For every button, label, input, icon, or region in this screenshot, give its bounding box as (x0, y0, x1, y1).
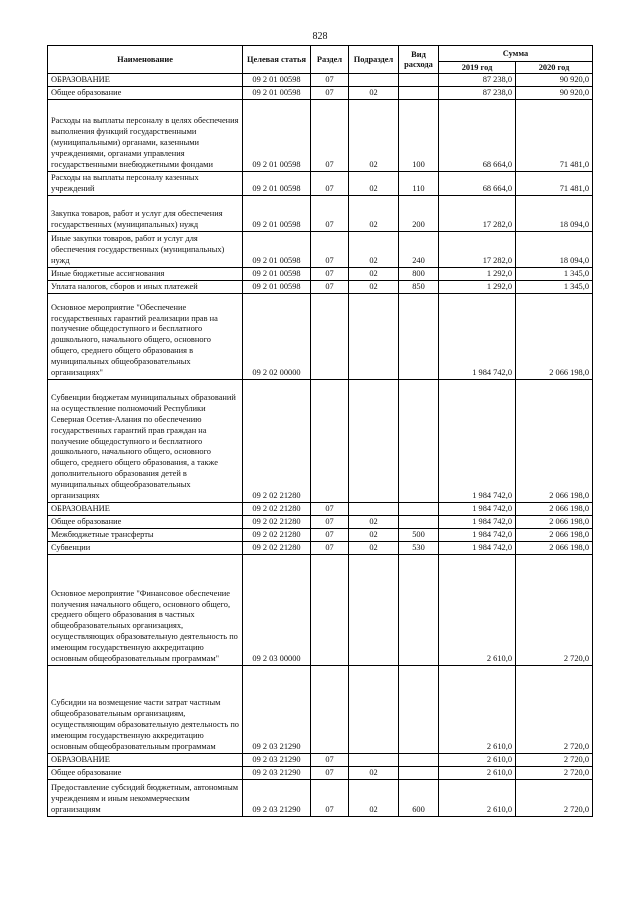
row-name: Иные бюджетные ассигнования (48, 268, 243, 281)
row-target: 09 2 02 21280 (243, 529, 311, 542)
row-subsection (349, 380, 399, 503)
table-row (48, 87, 593, 100)
row-sum-2020: 90 920,0 (516, 74, 593, 87)
row-section: 07 (311, 503, 349, 516)
row-subsection: 02 (349, 232, 399, 268)
row-name: Закупка товаров, работ и услуг для обеспечения государственных (муниципальных) нужд (48, 196, 243, 232)
row-subsection: 02 (349, 196, 399, 232)
row-name: Субвенции бюджетам муниципальных образований на осуществление полномочий Республики Северная Осетия-Алания по обеспечению государственных гарантий прав граждан на получение общедоступного и бесплатного дошкольного, начального общего, основного общего, среднего общего образования, а также дополнительного образования детей в муниципальных общеобразовательных организациях (48, 380, 243, 503)
row-expense-type (399, 503, 439, 516)
row-target: 09 2 01 00598 (243, 268, 311, 281)
row-expense-type (399, 294, 439, 380)
row-sum-2019: 1 984 742,0 (439, 294, 516, 380)
row-target: 09 2 01 00598 (243, 232, 311, 268)
row-section: 07 (311, 767, 349, 780)
row-subsection: 02 (349, 281, 399, 294)
row-sum-2019: 1 984 742,0 (439, 542, 516, 555)
row-sum-2019: 1 292,0 (439, 268, 516, 281)
table-row (48, 555, 593, 666)
row-target: 09 2 02 21280 (243, 503, 311, 516)
row-subsection: 02 (349, 268, 399, 281)
row-section: 07 (311, 516, 349, 529)
row-target: 09 2 03 21290 (243, 754, 311, 767)
row-sum-2019: 1 984 742,0 (439, 503, 516, 516)
row-section: 07 (311, 754, 349, 767)
row-sum-2019: 1 984 742,0 (439, 516, 516, 529)
row-sum-2019: 87 238,0 (439, 74, 516, 87)
table-row (48, 294, 593, 380)
row-expense-type (399, 666, 439, 754)
row-name: Общее образование (48, 767, 243, 780)
row-sum-2020: 2 066 198,0 (516, 294, 593, 380)
row-expense-type: 850 (399, 281, 439, 294)
row-target: 09 2 01 00598 (243, 172, 311, 196)
row-sum-2020: 1 345,0 (516, 281, 593, 294)
row-sum-2020: 1 345,0 (516, 268, 593, 281)
row-expense-type: 530 (399, 542, 439, 555)
row-name: ОБРАЗОВАНИЕ (48, 754, 243, 767)
row-section: 07 (311, 100, 349, 172)
row-section (311, 294, 349, 380)
row-section: 07 (311, 542, 349, 555)
row-sum-2019: 2 610,0 (439, 666, 516, 754)
row-expense-type: 800 (399, 268, 439, 281)
row-subsection: 02 (349, 767, 399, 780)
row-expense-type (399, 74, 439, 87)
table-row (48, 767, 593, 780)
row-section: 07 (311, 74, 349, 87)
table-row (48, 503, 593, 516)
row-subsection: 02 (349, 780, 399, 817)
row-target: 09 2 02 21280 (243, 542, 311, 555)
row-sum-2020: 2 066 198,0 (516, 529, 593, 542)
row-sum-2019: 17 282,0 (439, 196, 516, 232)
row-expense-type (399, 555, 439, 666)
row-section: 07 (311, 196, 349, 232)
row-sum-2019: 68 664,0 (439, 172, 516, 196)
row-sum-2019: 2 610,0 (439, 767, 516, 780)
row-expense-type (399, 87, 439, 100)
row-expense-type (399, 380, 439, 503)
table-row (48, 232, 593, 268)
row-expense-type: 240 (399, 232, 439, 268)
row-name: ОБРАЗОВАНИЕ (48, 503, 243, 516)
row-sum-2020: 2 066 198,0 (516, 380, 593, 503)
row-name: ОБРАЗОВАНИЕ (48, 74, 243, 87)
row-name: Основное мероприятие "Обеспечение государственных гарантий реализации прав на получение общедоступного и бесплатного дошкольного, начального общего, основного общего, среднего общего образования в муниципальных общеобразовательных организациях" (48, 294, 243, 380)
row-name: Иные закупки товаров, работ и услуг для обеспечения государственных (муниципальных) нужд (48, 232, 243, 268)
row-name: Общее образование (48, 87, 243, 100)
row-sum-2020: 2 720,0 (516, 555, 593, 666)
page-number: 828 (312, 31, 328, 42)
row-subsection: 02 (349, 87, 399, 100)
row-sum-2020: 18 094,0 (516, 232, 593, 268)
table-row (48, 172, 593, 196)
row-sum-2019: 1 292,0 (439, 281, 516, 294)
row-target: 09 2 01 00598 (243, 100, 311, 172)
row-sum-2019: 1 984 742,0 (439, 529, 516, 542)
row-target: 09 2 03 21290 (243, 780, 311, 817)
row-name: Уплата налогов, сборов и иных платежей (48, 281, 243, 294)
row-expense-type (399, 754, 439, 767)
row-expense-type: 110 (399, 172, 439, 196)
table-row (48, 380, 593, 503)
row-sum-2020: 2 720,0 (516, 780, 593, 817)
table-row (48, 542, 593, 555)
header-name: Наименование (48, 46, 243, 74)
row-sum-2019: 2 610,0 (439, 780, 516, 817)
table-row (48, 780, 593, 817)
row-expense-type: 100 (399, 100, 439, 172)
row-sum-2020: 2 720,0 (516, 666, 593, 754)
row-name: Расходы на выплаты персоналу в целях обеспечения выполнения функций государственными (муниципальными) органами, казенными учреждениями, органами управления государственными внебюджетными фондами (48, 100, 243, 172)
row-subsection: 02 (349, 100, 399, 172)
table-row (48, 74, 593, 87)
row-sum-2019: 1 984 742,0 (439, 380, 516, 503)
row-target: 09 2 03 21290 (243, 767, 311, 780)
header-year-2019: 2019 год (439, 62, 516, 74)
header-target: Целевая статья (243, 46, 311, 74)
row-sum-2019: 68 664,0 (439, 100, 516, 172)
table-row (48, 281, 593, 294)
row-subsection: 02 (349, 516, 399, 529)
row-section: 07 (311, 87, 349, 100)
row-name: Предоставление субсидий бюджетным, автономным учреждениям и иным некоммерческим организациям (48, 780, 243, 817)
row-sum-2020: 71 481,0 (516, 172, 593, 196)
row-target: 09 2 02 21280 (243, 380, 311, 503)
table-body (48, 74, 593, 817)
row-expense-type (399, 516, 439, 529)
row-section: 07 (311, 268, 349, 281)
row-subsection (349, 294, 399, 380)
row-section: 07 (311, 529, 349, 542)
budget-table (47, 45, 593, 817)
table-row (48, 100, 593, 172)
row-name: Расходы на выплаты персоналу казенных учреждений (48, 172, 243, 196)
row-sum-2019: 87 238,0 (439, 87, 516, 100)
row-subsection: 02 (349, 172, 399, 196)
row-target: 09 2 01 00598 (243, 87, 311, 100)
row-section (311, 666, 349, 754)
row-name: Межбюджетные трансферты (48, 529, 243, 542)
row-expense-type: 200 (399, 196, 439, 232)
table-row (48, 666, 593, 754)
row-sum-2019: 17 282,0 (439, 232, 516, 268)
row-subsection (349, 555, 399, 666)
row-name: Общее образование (48, 516, 243, 529)
header-section: Раздел (311, 46, 349, 74)
row-subsection: 02 (349, 529, 399, 542)
row-section (311, 380, 349, 503)
row-target: 09 2 02 21280 (243, 516, 311, 529)
row-target: 09 2 01 00598 (243, 196, 311, 232)
row-name: Основное мероприятие "Финансовое обеспечение получения начального общего, основного общего, среднего общего образования в частных общеобразовательных организациях, осуществляющих образовательную деятельность по имеющим государственную аккредитацию основным общеобразовательным программам" (48, 555, 243, 666)
row-subsection (349, 74, 399, 87)
table-row (48, 754, 593, 767)
row-name: Субвенции (48, 542, 243, 555)
row-sum-2020: 71 481,0 (516, 100, 593, 172)
table-row (48, 516, 593, 529)
row-section: 07 (311, 232, 349, 268)
header-year-2020: 2020 год (516, 62, 593, 74)
row-section: 07 (311, 172, 349, 196)
row-target: 09 2 03 21290 (243, 666, 311, 754)
row-sum-2020: 2 066 198,0 (516, 542, 593, 555)
row-target: 09 2 01 00598 (243, 74, 311, 87)
row-sum-2020: 18 094,0 (516, 196, 593, 232)
row-expense-type (399, 767, 439, 780)
row-name: Субсидии на возмещение части затрат частным общеобразовательным организациям, осуществляющим образовательную деятельность по имеющим государственную аккредитацию основным общеобразовательным программам (48, 666, 243, 754)
row-sum-2020: 2 720,0 (516, 754, 593, 767)
row-sum-2020: 2 066 198,0 (516, 503, 593, 516)
header-subsection: Подраздел (349, 46, 399, 74)
row-section: 07 (311, 281, 349, 294)
row-subsection (349, 666, 399, 754)
header-expense-type: Вид расхода (399, 46, 439, 74)
row-section (311, 555, 349, 666)
row-subsection: 02 (349, 542, 399, 555)
table-row (48, 529, 593, 542)
row-target: 09 2 01 00598 (243, 281, 311, 294)
row-sum-2020: 2 066 198,0 (516, 516, 593, 529)
row-section: 07 (311, 780, 349, 817)
row-subsection (349, 754, 399, 767)
row-target: 09 2 03 00000 (243, 555, 311, 666)
row-expense-type: 500 (399, 529, 439, 542)
row-sum-2020: 2 720,0 (516, 767, 593, 780)
header-sum: Сумма (439, 46, 593, 62)
table-row (48, 196, 593, 232)
row-sum-2020: 90 920,0 (516, 87, 593, 100)
row-expense-type: 600 (399, 780, 439, 817)
row-sum-2019: 2 610,0 (439, 754, 516, 767)
row-subsection (349, 503, 399, 516)
table-row (48, 268, 593, 281)
row-sum-2019: 2 610,0 (439, 555, 516, 666)
row-target: 09 2 02 00000 (243, 294, 311, 380)
